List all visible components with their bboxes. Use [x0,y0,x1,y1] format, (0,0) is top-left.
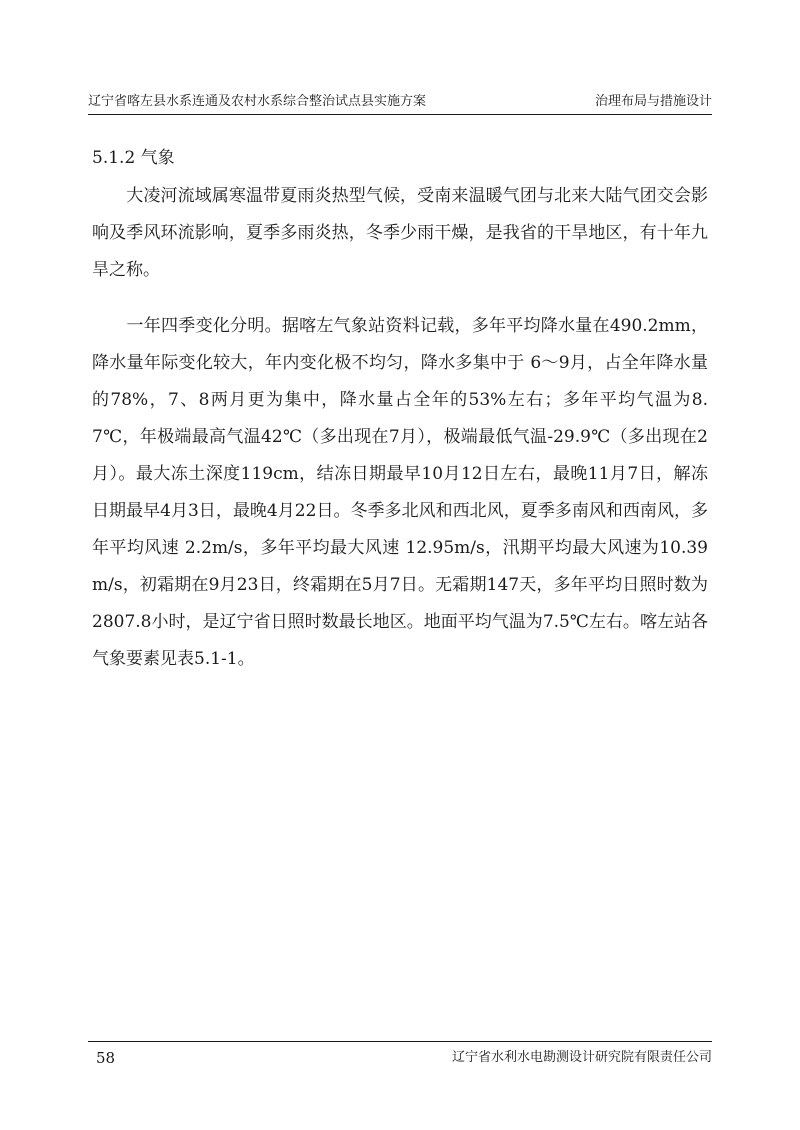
paragraph-climate-details: 一年四季变化分明。据喀左气象站资料记载，多年平均降水量在490.2mm，降水量年际变化较大，年内变化极不均匀，降水多集中于 6～9月，占全年降水量的78%，7、8两月更为集中，降水量占全年的53%左右；多年平均气温为8.7℃，年极端最高气温42℃（多出现在7月），极端最低气温-29.9℃（多出现在2月）。最大冻土深度119cm，结冻日期最早10月12日左右，最晚11月7日，解冻日期最早4月3日，最晚4月22日。冬季多北风和西北风，夏季多南风和西南风，多年平均风速 2.2m/s，多年平均最大风速 12.95m/s，汛期平均最大风速为10.39m/s，初霜期在9月23日，终霜期在5月7日。无霜期147天，多年平均日照时数为2807.8小时，是辽宁省日照时数最长地区。地面平均气温为7.5℃左右。喀左站各气象要素见表5.1-1。 [92,316,708,669]
paragraph-climate-overview: 大凌河流域属寒温带夏雨炎热型气候，受南来温暖气团与北来大陆气团交会影响及季风环流影响，夏季多雨炎热，冬季少雨干燥，是我省的干旱地区，有十年九旱之称。 [92,186,708,280]
section-heading: 5.1.2 气象 [92,148,175,168]
chapter-title: 治理布局与措施设计 [594,94,712,109]
organization-name: 辽宁省水利水电勘测设计研究院有限责任公司 [451,1050,712,1065]
footer-divider [88,1041,712,1042]
page-header [88,92,712,112]
header-divider [88,114,712,115]
page-number: 58 [96,1049,116,1067]
page-footer [88,1046,712,1070]
document-title: 辽宁省喀左县水系连通及农村水系综合整治试点县实施方案 [88,94,427,109]
